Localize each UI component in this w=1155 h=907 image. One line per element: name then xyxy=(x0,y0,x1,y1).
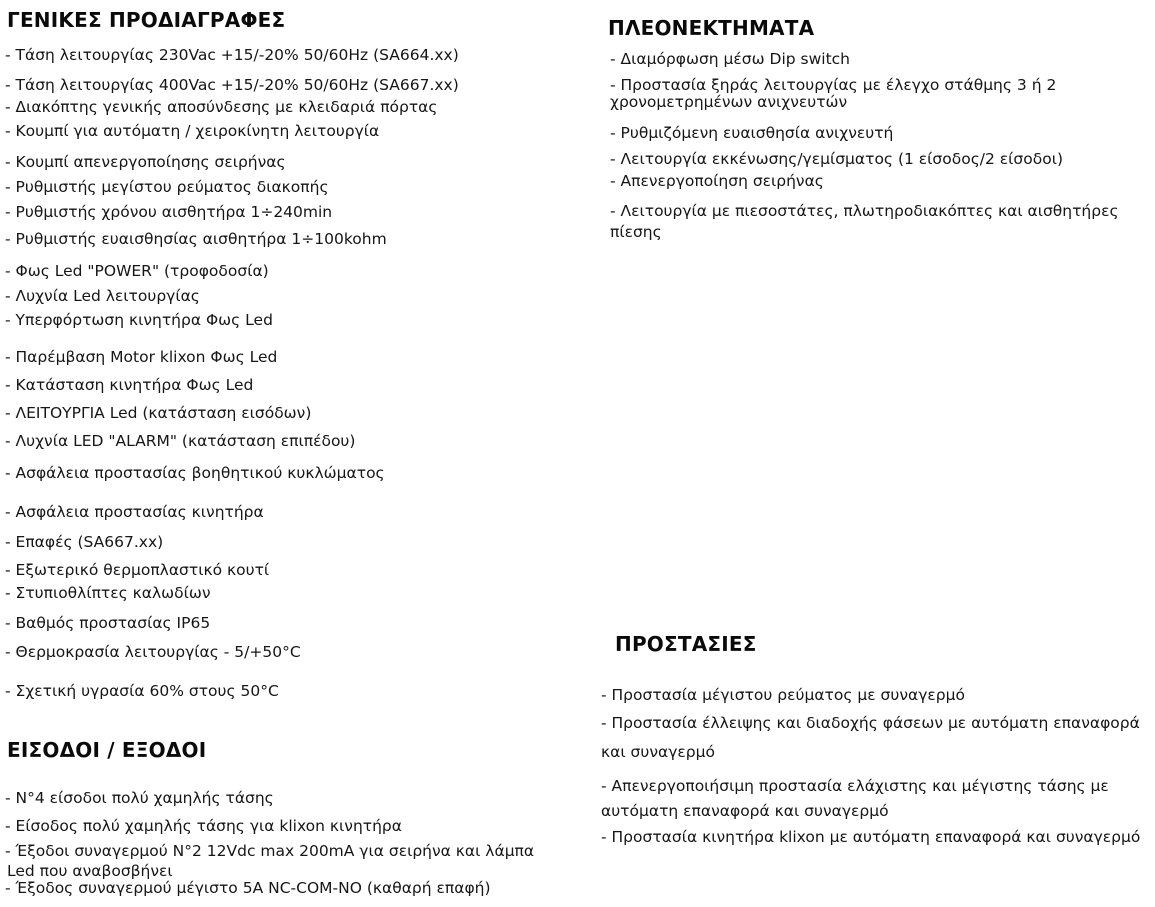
list-item: - Διακόπτης γενικής αποσύνδεσης με κλειδαριά πόρτας xyxy=(5,98,438,116)
list-item: - Στυπιοθλίπτες καλωδίων xyxy=(5,584,211,602)
list-item: - Υπερφόρτωση κινητήρα Φως Led xyxy=(5,311,273,329)
list-item: - Ρυθμιστής χρόνου αισθητήρα 1÷240min xyxy=(5,203,333,221)
list-item: - Παρέμβαση Motor klixon Φως Led xyxy=(5,348,278,366)
list-item: - Κατάσταση κινητήρα Φως Led xyxy=(5,376,254,394)
list-item: - Λειτουργία εκκένωσης/γεμίσματος (1 είσοδος/2 είσοδοι) xyxy=(610,150,1063,168)
list-item: - Έξοδος συναγερμού μέγιστο 5A NC-COM-NO (καθαρή επαφή) xyxy=(5,879,491,897)
list-item: - Βαθμός προστασίας IP65 xyxy=(5,614,211,632)
list-item: αυτόματη επαναφορά και συναγερμό xyxy=(601,802,889,820)
list-item: - Προστασία ξηράς λειτουργίας με έλεγχο στάθμης 3 ή 2 xyxy=(610,76,1057,94)
list-item: - Έξοδοι συναγερμού N°2 12Vdc max 200mA για σειρήνα και λάμπα xyxy=(5,842,535,860)
list-item: - Θερμοκρασία λειτουργίας - 5/+50°C xyxy=(5,643,301,661)
protections-heading: ΠΡΟΣΤΑΣΙΕΣ xyxy=(615,632,757,656)
list-item: και συναγερμό xyxy=(601,743,715,761)
list-item: - Επαφές (SA667.xx) xyxy=(5,533,164,551)
list-item: Led που αναβοσβήνει xyxy=(7,862,173,880)
list-item: - Ασφάλεια προστασίας κινητήρα xyxy=(5,503,264,521)
list-item: χρονομετρημένων ανιχνευτών xyxy=(610,93,848,111)
list-item: - Λυχνία Led λειτουργίας xyxy=(5,287,200,305)
list-item: - Προστασία έλλειψης και διαδοχής φάσεων με αυτόματη επαναφορά xyxy=(601,714,1140,732)
io-heading: ΕΙΣΟΔΟΙ / ΕΞΟΔΟΙ xyxy=(7,738,207,762)
list-item: - Απενεργοποίηση σειρήνας xyxy=(610,172,824,190)
list-item: - Τάση λειτουργίας 230Vac +15/-20% 50/60Hz (SA664.xx) xyxy=(5,46,459,64)
list-item: - Προστασία κινητήρα klixon με αυτόματη επαναφορά και συναγερμό xyxy=(601,828,1141,846)
list-item: - ΛΕΙΤΟΥΡΓΙΑ Led (κατάσταση εισόδων) xyxy=(5,404,312,422)
list-item: - Ρυθμιζόμενη ευαισθησία ανιχνευτή xyxy=(610,124,894,142)
list-item: - Κουμπί απενεργοποίησης σειρήνας xyxy=(5,153,286,171)
advantages-heading: ΠΛΕΟΝΕΚΤΗΜΑΤΑ xyxy=(608,16,815,40)
list-item: - Λυχνία LED "ALARM" (κατάσταση επιπέδου) xyxy=(5,432,356,450)
list-item: - Εξωτερικό θερμοπλαστικό κουτί xyxy=(5,561,270,579)
general-specs-heading: ΓΕΝΙΚΕΣ ΠΡΟΔΙΑΓΡΑΦΕΣ xyxy=(7,8,286,32)
list-item: - Σχετική υγρασία 60% στους 50°C xyxy=(5,682,279,700)
list-item: - Απενεργοποιήσιμη προστασία ελάχιστης και μέγιστης τάσης με xyxy=(601,777,1109,795)
list-item: - Τάση λειτουργίας 400Vac +15/-20% 50/60Hz (SA667.xx) xyxy=(5,76,459,94)
list-item: - Λειτουργία με πιεσοστάτες, πλωτηροδιακόπτες και αισθητήρες xyxy=(610,202,1119,220)
list-item: - Ρυθμιστής ευαισθησίας αισθητήρα 1÷100kohm xyxy=(5,230,387,248)
list-item: - N°4 είσοδοι πολύ χαμηλής τάσης xyxy=(5,789,274,807)
list-item: - Ρυθμιστής μεγίστου ρεύματος διακοπής xyxy=(5,178,329,196)
list-item: - Είσοδος πολύ χαμηλής τάσης για klixon κινητήρα xyxy=(5,817,402,835)
list-item: - Κουμπί για αυτόματη / χειροκίνητη λειτουργία xyxy=(5,122,380,140)
list-item: - Φως Led "POWER" (τροφοδοσία) xyxy=(5,262,269,280)
list-item: - Διαμόρφωση μέσω Dip switch xyxy=(610,50,851,68)
list-item: - Προστασία μέγιστου ρεύματος με συναγερμό xyxy=(601,686,965,704)
list-item: - Ασφάλεια προστασίας βοηθητικού κυκλώματος xyxy=(5,464,385,482)
list-item: πίεσης xyxy=(610,223,662,241)
